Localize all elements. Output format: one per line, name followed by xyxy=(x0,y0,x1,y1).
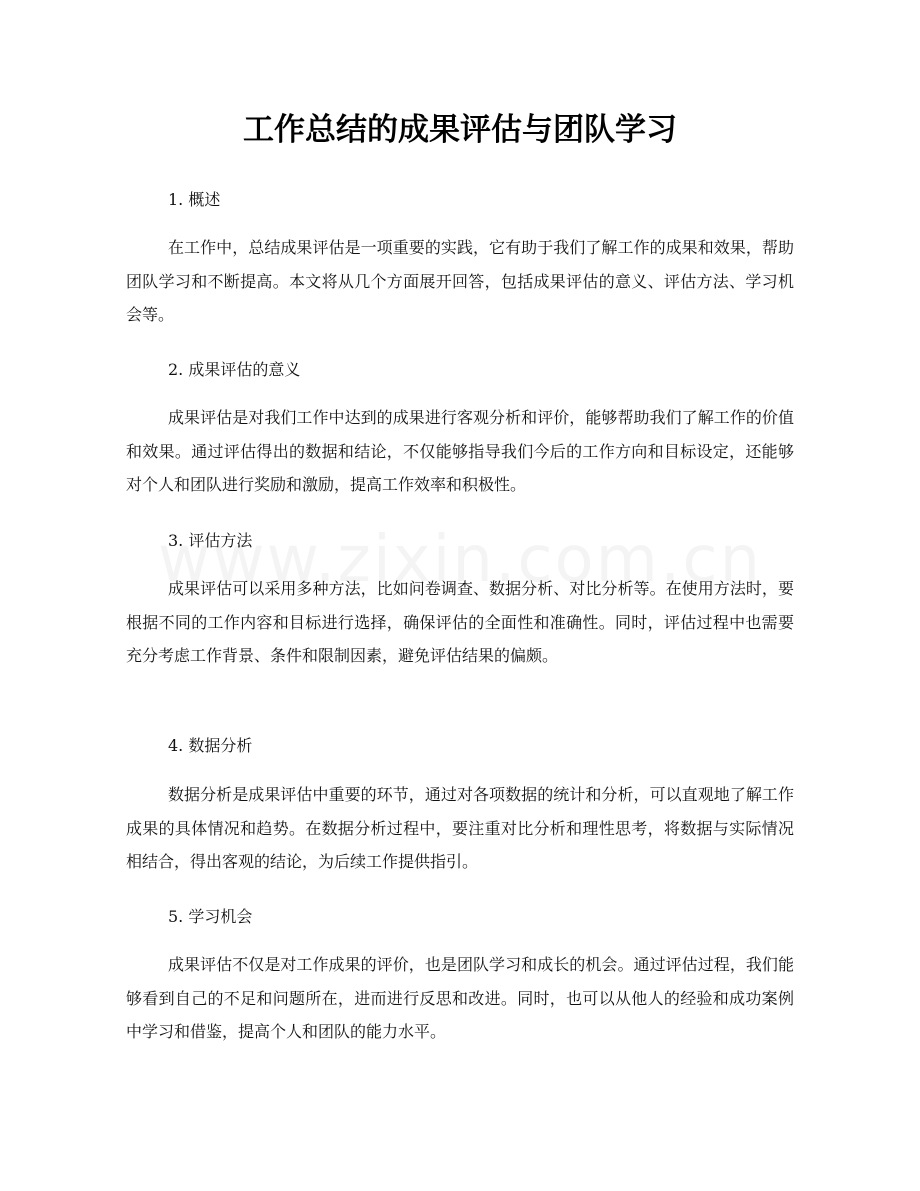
section-heading-significance: 2. 成果评估的意义 xyxy=(168,360,301,379)
section-paragraph-learning: 成果评估不仅是对工作成果的评价，也是团队学习和成长的机会。通过评估过程，我们能够看到自己的不足和问题所在，进而进行反思和改进。同时，也可以从他人的经验和成功案例中学习和借鉴，提高个人和团队的能力水平。 xyxy=(126,955,794,1041)
section-heading-overview: 1. 概述 xyxy=(168,190,221,209)
document-title: 工作总结的成果评估与团队学习 xyxy=(243,112,677,148)
section-heading-data-analysis: 4. 数据分析 xyxy=(168,736,253,755)
section-paragraph-methods: 成果评估可以采用多种方法，比如问卷调查、数据分析、对比分析等。在使用方法时，要根据不同的工作内容和目标进行选择，确保评估的全面性和准确性。同时，评估过程中也需要充分考虑工作背景、条件和限制因素，避免评估结果的偏颇。 xyxy=(126,579,794,665)
section-heading-learning: 5. 学习机会 xyxy=(168,907,253,926)
section-paragraph-significance: 成果评估是对我们工作中达到的成果进行客观分析和评价，能够帮助我们了解工作的价值和效果。通过评估得出的数据和结论，不仅能够指导我们今后的工作方向和目标设定，还能够对个人和团队进行奖励和激励，提高工作效率和积极性。 xyxy=(126,408,794,494)
section-heading-methods: 3. 评估方法 xyxy=(168,531,253,550)
section-paragraph-data-analysis: 数据分析是成果评估中重要的环节，通过对各项数据的统计和分析，可以直观地了解工作成果的具体情况和趋势。在数据分析过程中，要注重对比分析和理性思考，将数据与实际情况相结合，得出客观的结论，为后续工作提供指引。 xyxy=(126,785,794,871)
section-paragraph-overview: 在工作中，总结成果评估是一项重要的实践，它有助于我们了解工作的成果和效果，帮助团队学习和不断提高。本文将从几个方面展开回答，包括成果评估的意义、评估方法、学习机会等。 xyxy=(126,238,794,324)
